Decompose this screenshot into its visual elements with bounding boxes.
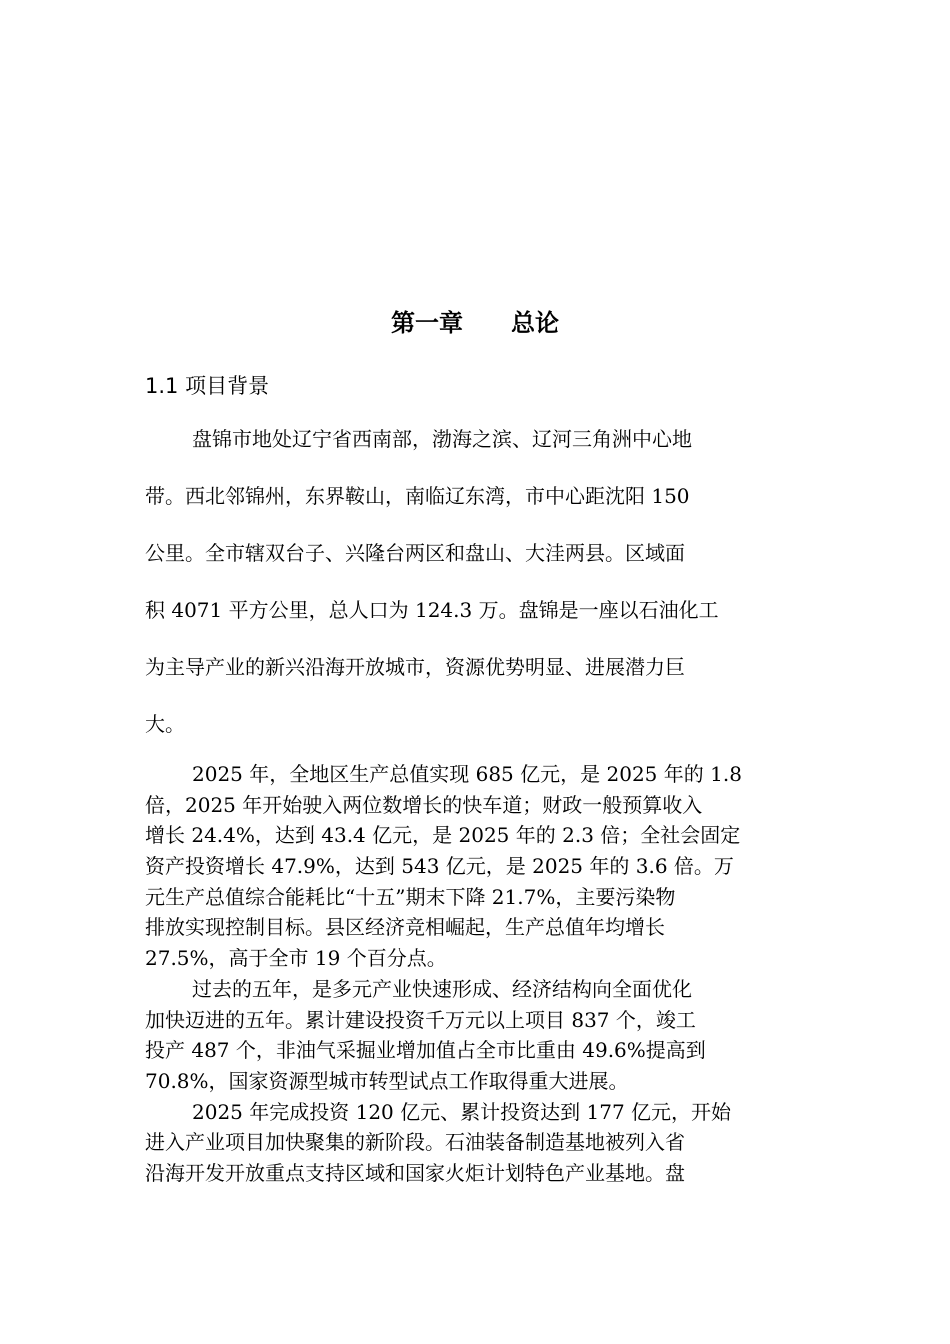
paragraph-line: 盘锦市地处辽宁省西南部，渤海之滨、辽河三角洲中心地 bbox=[192, 427, 692, 451]
paragraph-line: 倍，2025 年开始驶入两位数增长的快车道；财政一般预算收入 bbox=[145, 792, 703, 817]
paragraph-line: 进入产业项目加快聚集的新阶段。石油装备制造基地被列入省 bbox=[145, 1130, 685, 1155]
paragraph-line: 70.8%，国家资源型城市转型试点工作取得重大进展。 bbox=[145, 1068, 629, 1093]
section-heading: 1.1 项目背景 bbox=[145, 374, 270, 398]
paragraph-line: 增长 24.4%，达到 43.4 亿元，是 2025 年的 2.3 倍；全社会固定 bbox=[145, 823, 741, 848]
paragraph-line: 带。西北邻锦州，东界鞍山，南临辽东湾，市中心距沈阳 150 bbox=[145, 484, 690, 508]
paragraph-line: 积 4071 平方公里，总人口为 124.3 万。盘锦是一座以石油化工 bbox=[145, 598, 719, 622]
paragraph-line: 资产投资增长 47.9%，达到 543 亿元，是 2025 年的 3.6 倍。万 bbox=[145, 854, 734, 879]
paragraph-line: 排放实现控制目标。县区经济竞相崛起，生产总值年均增长 bbox=[145, 915, 665, 940]
chapter-title: 第一章 总论 bbox=[391, 309, 559, 337]
paragraph-line: 加快迈进的五年。累计建设投资千万元以上项目 837 个，竣工 bbox=[145, 1007, 696, 1032]
paragraph-line: 过去的五年，是多元产业快速形成、经济结构向全面优化 bbox=[192, 976, 692, 1001]
paragraph-line: 为主导产业的新兴沿海开放城市，资源优势明显、进展潜力巨 bbox=[145, 655, 685, 679]
paragraph-line: 元生产总值综合能耗比“十五”期末下降 21.7%，主要污染物 bbox=[145, 884, 676, 909]
paragraph-line: 27.5%，高于全市 19 个百分点。 bbox=[145, 946, 447, 971]
paragraph-line: 2025 年完成投资 120 亿元、累计投资达到 177 亿元，开始 bbox=[192, 1099, 732, 1124]
paragraph-line: 沿海开发开放重点支持区域和国家火炬计划特色产业基地。盘 bbox=[145, 1160, 685, 1185]
paragraphs-economy bbox=[145, 759, 815, 1189]
paragraph-location bbox=[145, 419, 805, 761]
paragraph-line: 2025 年，全地区生产总值实现 685 亿元，是 2025 年的 1.8 bbox=[192, 762, 742, 786]
paragraph-line: 投产 487 个，非油气采掘业增加值占全市比重由 49.6%提高到 bbox=[145, 1038, 706, 1063]
paragraph-line: 公里。全市辖双台子、兴隆台两区和盘山、大洼两县。区域面 bbox=[145, 541, 685, 565]
paragraph-line: 大。 bbox=[145, 712, 185, 736]
